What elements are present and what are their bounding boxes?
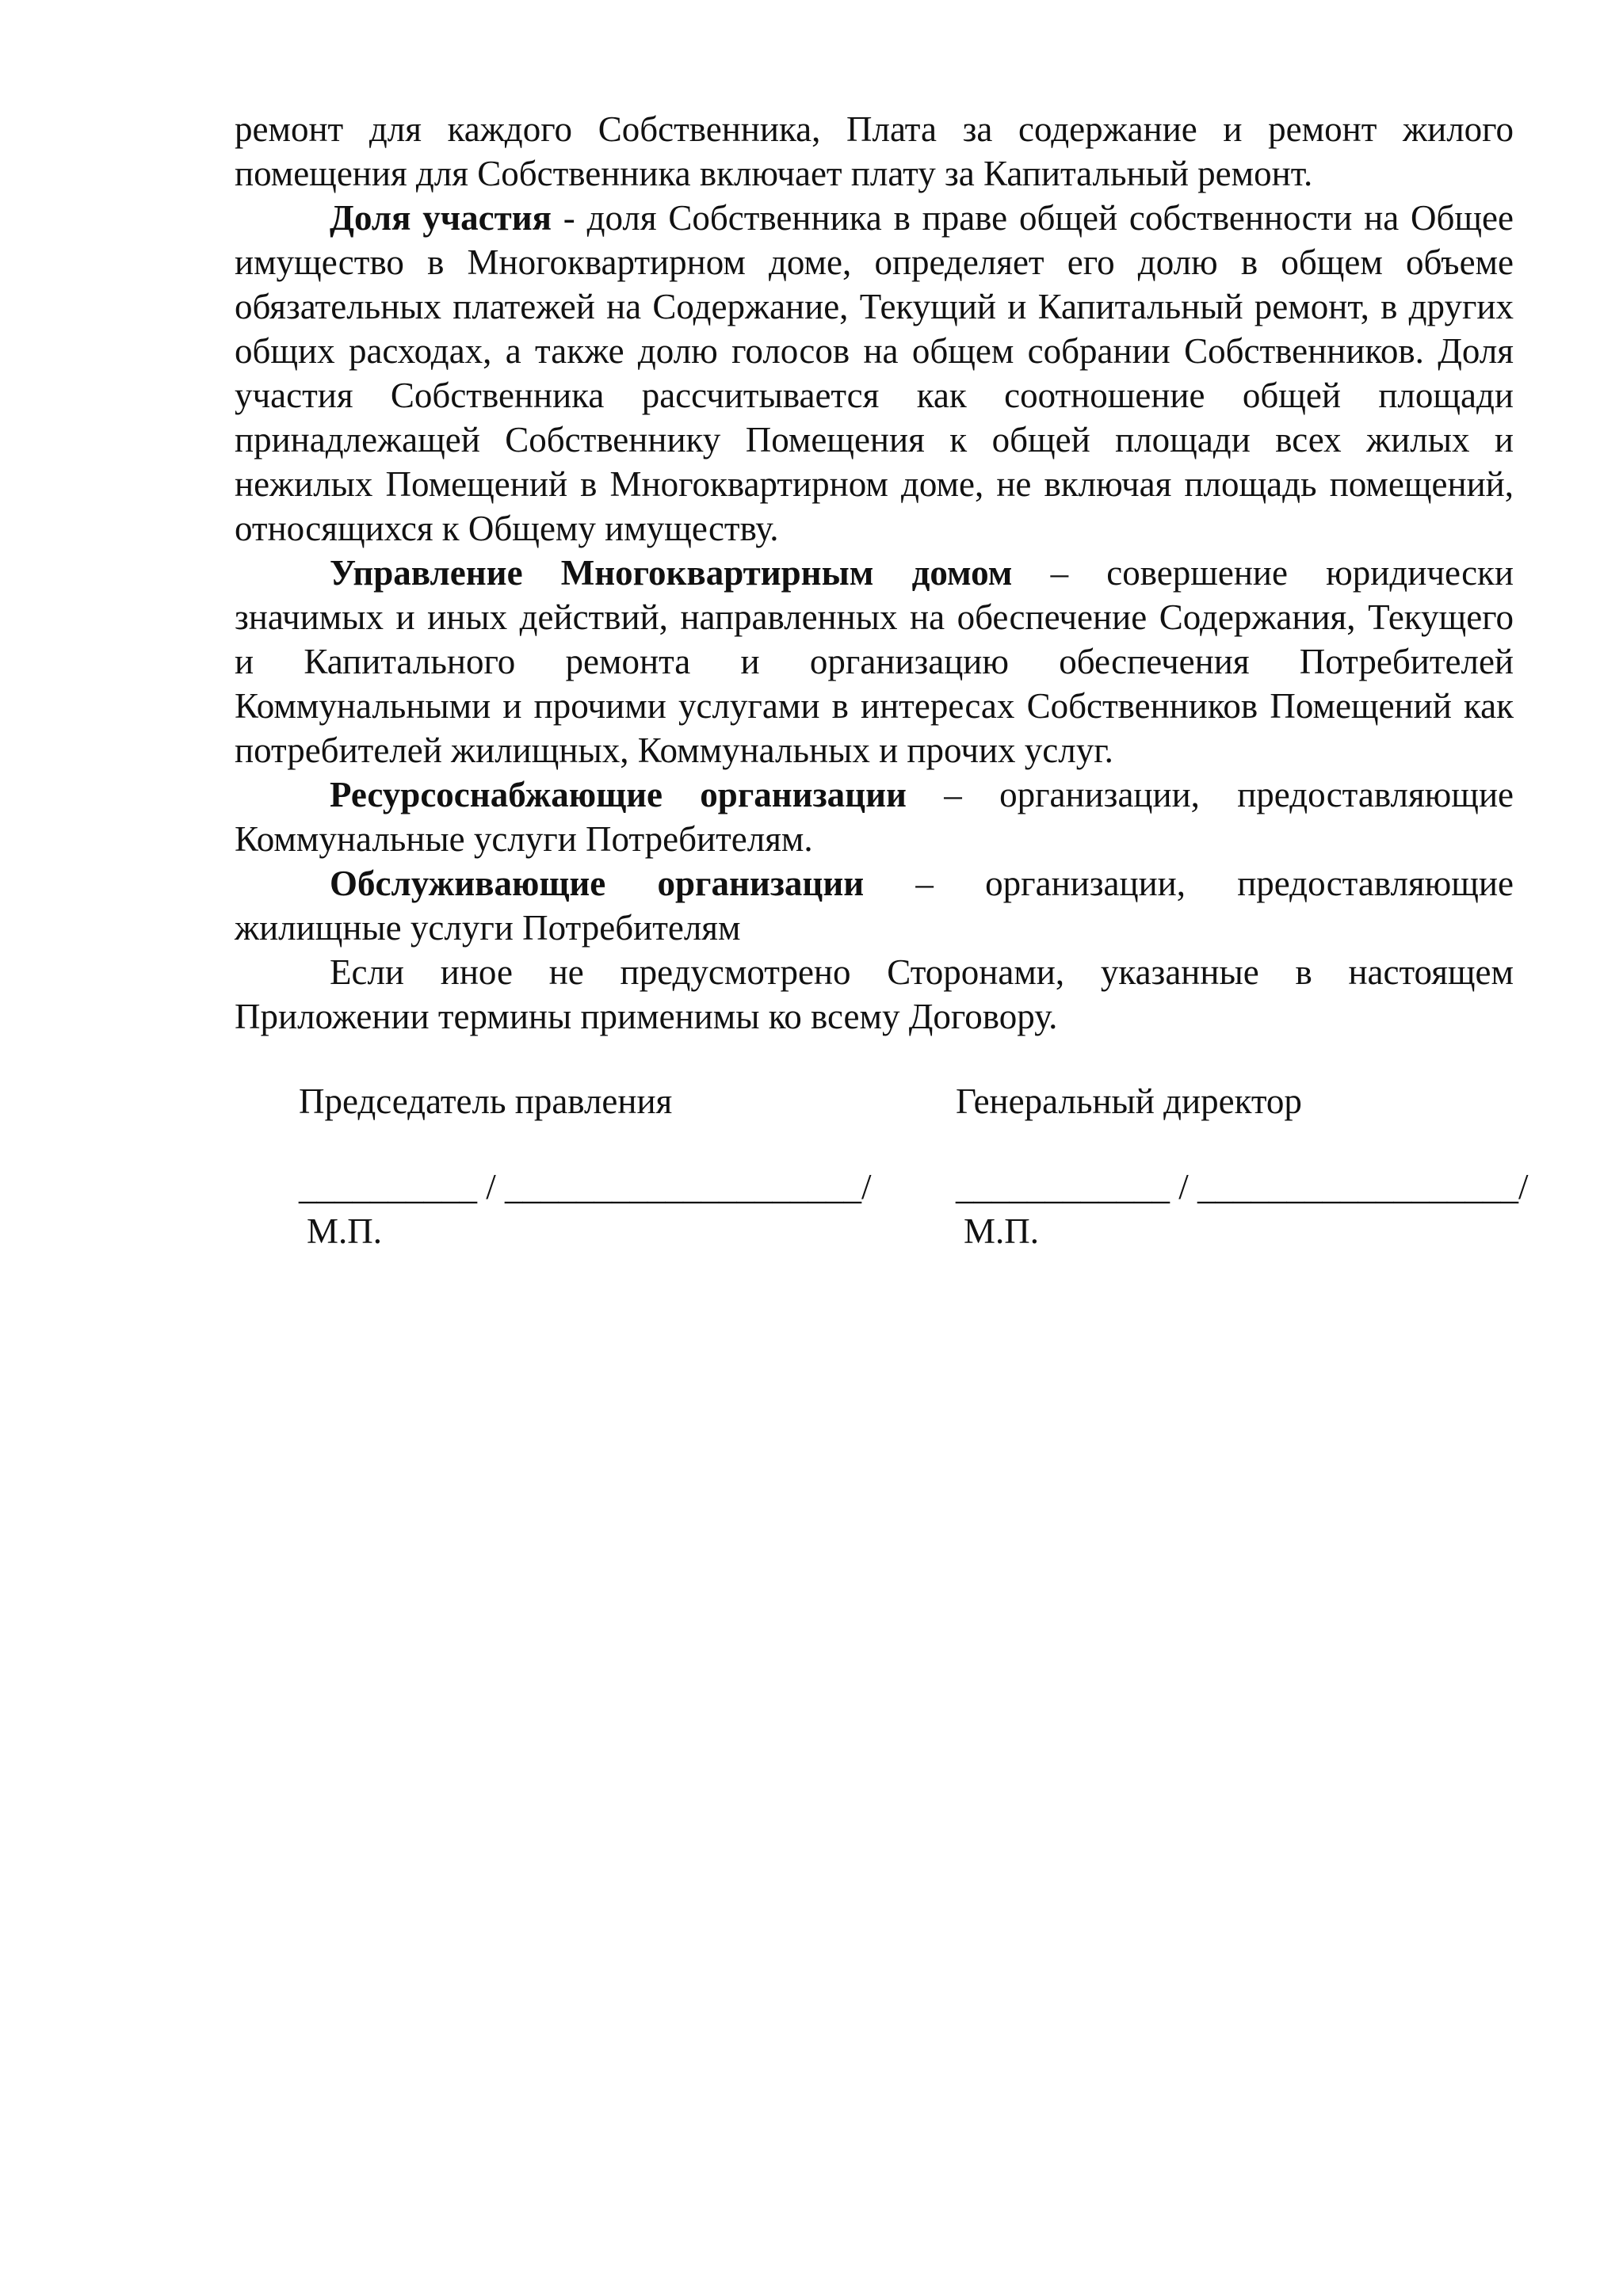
signature-title: Председатель правления (299, 1081, 673, 1121)
signature-line: __________ / ____________________/ (299, 1167, 872, 1207)
paragraph-definition-service-organizations (235, 861, 1514, 950)
signature-line: ____________ / __________________/ (956, 1167, 1529, 1207)
term-share: Доля участия (330, 198, 552, 238)
definition-service-organizations: – организации, предоставляющие жилищные услуги Потребителям (235, 864, 1514, 948)
stamp-placeholder: М.П. (307, 1211, 383, 1251)
definition-management: – совершение юридически значимых и иных действий, направленных на обеспечение Содержания, Текущего и Капитального ремонта и организацию обеспечения Потребителей Коммунальными и прочими услугами в интересах Собственников Помещений как потребителей жилищных, Коммунальных и прочих услуг. (235, 553, 1514, 770)
definition-share: - доля Собственника в праве общей собственности на Общее имущество в Многоквартирном доме, определяет его долю в общем объеме обязательных платежей на Содержание, Текущий и Капитальный ремонт, в других общих расходах, а также долю голосов на общем собрании Собственников. Доля участия Собственника рассчитывается как соотношение общей площади принадлежащей Собственнику Помещения к общей площади всех жилых и нежилых Помещений в Многоквартирном доме, не включая площадь помещений, относящихся к Общему имуществу. (235, 198, 1514, 548)
term-management: Управление Многоквартирным домом (330, 553, 1013, 593)
signature-title: Генеральный директор (956, 1081, 1302, 1121)
signature-block-director (956, 1079, 1529, 1253)
paragraph-text: ремонт для каждого Собственника, Плата за содержание и ремонт жилого помещения для Собственника включает плату за Капитальный ремонт. (235, 109, 1514, 193)
paragraph-definition-share (235, 196, 1514, 551)
paragraph-continuation (235, 107, 1514, 196)
term-resource-suppliers: Ресурсоснабжающие организации (330, 775, 907, 814)
stamp-placeholder: М.П. (964, 1211, 1040, 1251)
paragraph-definition-resource-suppliers (235, 772, 1514, 861)
paragraph-definition-management (235, 551, 1514, 772)
paragraph-closing (235, 950, 1514, 1039)
document-body (235, 107, 1514, 1039)
paragraph-text: Если иное не предусмотрено Сторонами, указанные в настоящем Приложении термины применимы ко всему Договору. (235, 952, 1514, 1036)
signature-block-chairman (299, 1079, 872, 1253)
term-service-organizations: Обслуживающие организации (330, 864, 865, 903)
definition-resource-suppliers: – организации, предоставляющие Коммунальные услуги Потребителям. (235, 775, 1514, 859)
